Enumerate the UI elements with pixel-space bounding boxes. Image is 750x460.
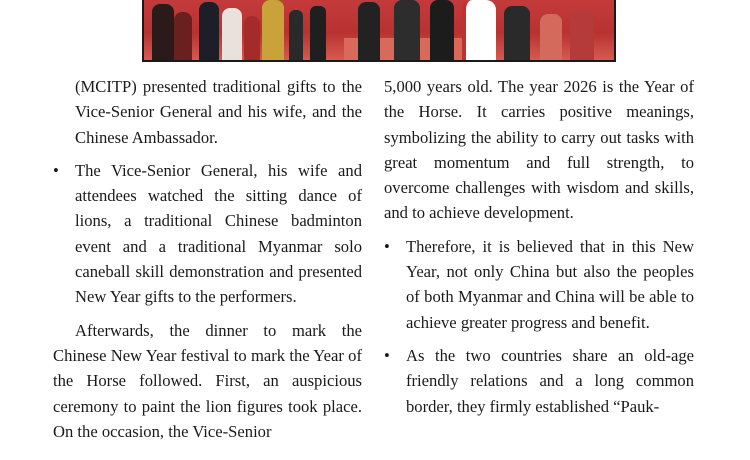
event-photo [142,0,616,62]
bullet-icon: • [53,160,59,180]
person-figure [570,10,594,60]
person-figure [262,0,284,60]
person-figure [540,14,562,60]
bullet-text: Therefore, it is believed that in this New Year, not only China but also the peoples of both Myanmar and China will be able to achieve greater progress and benefit. [406,236,694,332]
continued-paragraph: 5,000 years old. The year 2026 is the Year of the Horse. It carries positive meanings, symbolizing the ability to carry out tasks with great momentum and full strength, to overcome challenges with wisdom and skills, and to achieve development. [384,77,694,223]
person-figure [310,6,326,60]
bullet-item [384,343,694,419]
body-paragraph: Afterwards, the dinner to mark the Chinese New Year festival to mark the Year of the Horse followed. First, an auspicious ceremony to paint the lion figures took place. On the occasion, the Vice-Senior [53,320,362,441]
person-figure [222,8,242,60]
person-figure [289,10,303,60]
bullet-icon: • [384,236,390,256]
bullet-text: As the two countries share an old-age friendly relations and a long common border, they firmly established “Pauk- [406,345,694,416]
person-figure [199,2,219,60]
bullet-item [384,234,694,335]
person-figure [394,0,420,60]
continued-paragraph: (MCITP) presented traditional gifts to the Vice-Senior General and his wife, and the Chinese Ambassador. [75,77,362,147]
person-figure [430,0,454,60]
left-column [53,74,362,444]
bullet-item [53,158,362,310]
person-figure [174,12,192,60]
person-figure [504,6,530,60]
bullet-icon: • [384,345,390,365]
person-figure [152,4,174,60]
person-figure [462,0,496,60]
bullet-text: The Vice-Senior General, his wife and attendees watched the sitting dance of lions, a traditional Chinese badminton event and a traditional Myanmar solo caneball skill demonstration and presented New Year gifts to the performers. [75,160,362,307]
person-figure [244,16,260,60]
person-figure [358,2,380,60]
right-column [384,74,694,419]
